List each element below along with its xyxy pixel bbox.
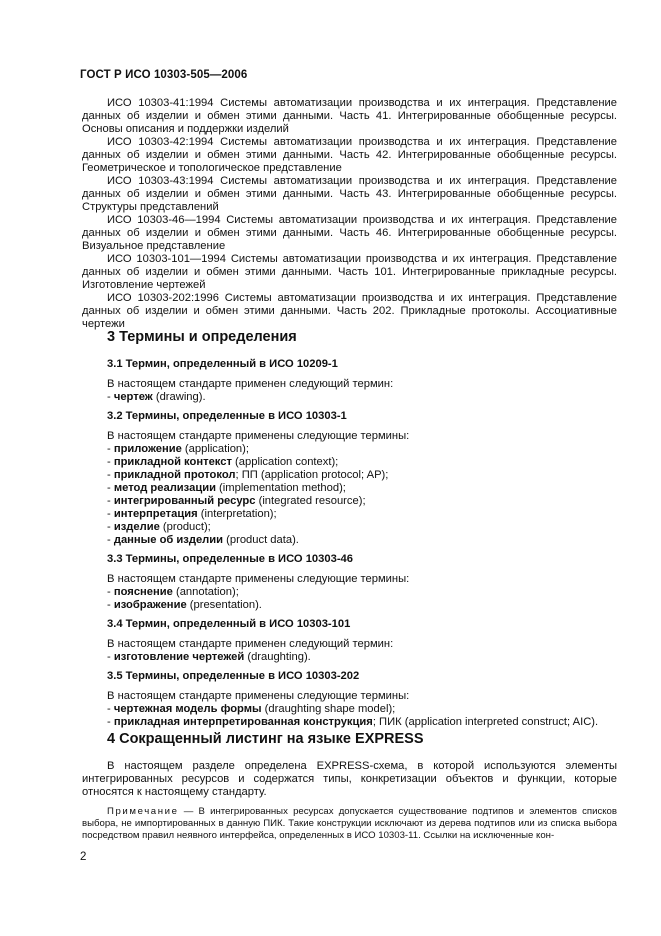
subsection-intro: В настоящем стандарте применены следующие термины: [107, 690, 410, 702]
term: прикладной протокол [113, 469, 236, 481]
term: метод реализации [113, 482, 216, 494]
section-4-paragraph: В настоящем разделе определена EXPRESS-схема, в которой используются элементы интегрированных ресурсов и содержатся типы, конкретизации объектов и функции, которые относятся к настоящему стандарту. [82, 760, 617, 798]
reference-item: ИСО 10303-202:1996 Системы автоматизации производства и их интеграция. Представление данных об изделии и обмен этими данными. Часть 202. Прикладные протоколы. Ассоциативные чертежи [82, 292, 617, 330]
section-4-body [82, 760, 617, 852]
term-item: - чертеж (drawing). [107, 391, 206, 403]
subsection-intro: В настоящем стандарте применены следующие термины: [107, 430, 410, 442]
term-item: - прикладная интерпретированная конструкция; ПИК (application interpreted construct; AIC). [107, 716, 599, 728]
subsection-intro: В настоящем стандарте применен следующий термин: [107, 378, 394, 390]
subsection-3-2 [107, 410, 617, 547]
reference-item: ИСО 10303-43:1994 Системы автоматизации производства и их интеграция. Представление данных об изделии и обмен этими данными. Часть 43. Интегрированные обобщенные ресурсы. Структуры представлений [82, 175, 617, 213]
term: данные об изделии [113, 534, 224, 546]
term: изготовление чертежей [113, 651, 245, 663]
subsection-title: 3.3 Термины, определенные в ИСО 10303-46 [107, 553, 353, 565]
term-item: - прикладной протокол; ПП (application protocol; AP); [107, 469, 389, 481]
subsection-3-1 [107, 358, 617, 404]
term: чертежная модель формы [113, 703, 262, 715]
term-item: - интерпретация (interpretation); [107, 508, 277, 520]
section-4-title: 4 Сокращенный листинг на языке EXPRESS [107, 731, 424, 747]
reference-item: ИСО 10303-46—1994 Системы автоматизации производства и их интеграция. Представление данных об изделии и обмен этими данными. Часть 46. Интегрированные обобщенные ресурсы. Визуальное представление [82, 214, 617, 252]
reference-item: ИСО 10303-41:1994 Системы автоматизации производства и их интеграция. Представление данных об изделии и обмен этими данными. Часть 41. Интегрированные обобщенные ресурсы. Основы описания и поддержки изделий [82, 97, 617, 135]
subsection-3-4 [107, 618, 617, 664]
section-3-body [107, 358, 617, 735]
note [82, 806, 617, 842]
term: прикладная интерпретированная конструкция [113, 716, 373, 728]
term-item: - прикладной контекст (application context); [107, 456, 339, 468]
subsection-title: 3.2 Термины, определенные в ИСО 10303-1 [107, 410, 347, 422]
term-item: - изображение (presentation). [107, 599, 262, 611]
section-3-title: 3 Термины и определения [107, 329, 297, 345]
subsection-title: 3.1 Термин, определенный в ИСО 10209-1 [107, 358, 338, 370]
normative-references [82, 97, 617, 331]
page-number: 2 [80, 851, 87, 863]
page-header: ГОСТ Р ИСО 10303-505—2006 [80, 69, 248, 81]
term: интегрированный ресурс [113, 495, 256, 507]
term-item: - изделие (product); [107, 521, 211, 533]
term-item: - метод реализации (implementation method); [107, 482, 346, 494]
term: прикладной контекст [113, 456, 232, 468]
term-item: - данные об изделии (product data). [107, 534, 299, 546]
term: интерпретация [113, 508, 198, 520]
term-item: - пояснение (annotation); [107, 586, 239, 598]
subsection-3-5 [107, 670, 617, 729]
subsection-title: 3.5 Термины, определенные в ИСО 10303-202 [107, 670, 360, 682]
subsection-intro: В настоящем стандарте применен следующий термин: [107, 638, 394, 650]
term-item: - чертежная модель формы (draughting shape model); [107, 703, 396, 715]
term: чертеж [113, 391, 153, 403]
term: приложение [113, 443, 182, 455]
subsection-3-3 [107, 553, 617, 612]
subsection-intro: В настоящем стандарте применены следующие термины: [107, 573, 410, 585]
reference-item: ИСО 10303-101—1994 Системы автоматизации производства и их интеграция. Представление данных об изделии и обмен этими данными. Часть 101. Интегрированные прикладные ресурсы. Изготовление чертежей [82, 253, 617, 291]
term-item: - изготовление чертежей (draughting). [107, 651, 311, 663]
subsection-title: 3.4 Термин, определенный в ИСО 10303-101 [107, 618, 351, 630]
reference-item: ИСО 10303-42:1994 Системы автоматизации производства и их интеграция. Представление данных об изделии и обмен этими данными. Часть 42. Интегрированные обобщенные ресурсы. Геометрическое и топологическое представление [82, 136, 617, 174]
term: пояснение [113, 586, 173, 598]
term-item: - интегрированный ресурс (integrated resource); [107, 495, 366, 507]
term-item: - приложение (application); [107, 443, 249, 455]
note-text: — В интегрированных ресурсах допускается существование подтипов и элементов списков выбора, не импортированных в данную ПИК. Такие конструкции исключают из дерева подтипов или из списка выбора посредством правил неявного интерфейса, определенных в ИСО 10303-11. Ссылки на исключенные кон- [82, 806, 617, 841]
term: изделие [113, 521, 160, 533]
note-label: Примечание [107, 806, 179, 817]
term: изображение [113, 599, 187, 611]
